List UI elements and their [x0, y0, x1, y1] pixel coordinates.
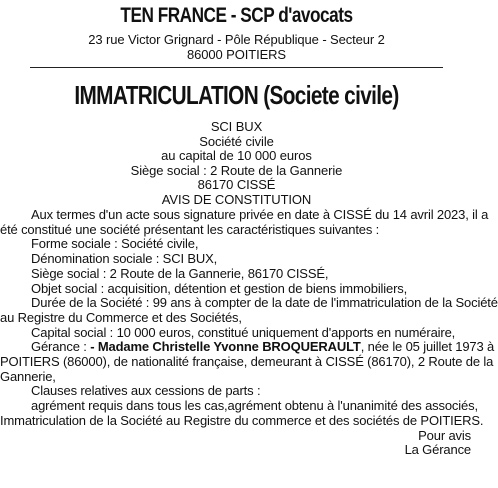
company-form: Société civile	[199, 133, 274, 149]
agrement-line: agrément requis dans tous les cas,agrément obtenu à l'unanimité des associés,	[31, 398, 478, 414]
closing-signatory: La Gérance	[404, 442, 471, 458]
firm-address-line-1: 23 rue Victor Grignard - Pôle République - Secteur 2	[88, 32, 385, 47]
duree-line-2: au Registre du Commerce et des Sociétés,	[0, 309, 242, 325]
intro-line-2: été constitué une société présentant les caractéristiques suivantes :	[0, 221, 380, 237]
company-capital: au capital de 10 000 euros	[161, 148, 312, 164]
firm-name: TEN FRANCE - SCP d'avocats	[120, 4, 353, 27]
company-postcode: 86170 CISSÉ	[197, 177, 276, 193]
gerance-line-2: POITIERS (86000), de nationalité française, demeurant à CISSÉ (86170), 2 Route de la	[0, 354, 494, 370]
notice-body	[0, 207, 498, 458]
company-block	[0, 120, 473, 208]
intro-line-1: Aux termes d'un acte sous signature privée en date à CISSÉ du 14 avril 2023, il a	[31, 207, 489, 222]
duree-line-1: Durée de la Société : 99 ans à compter de la date de l'immatriculation de la Société	[31, 295, 498, 311]
gerance-line-3: Gannerie,	[0, 368, 56, 384]
closing-pour-avis: Pour avis	[418, 427, 471, 443]
gerance-birth: , née le 05 juillet 1973 à	[360, 339, 495, 355]
gerance-prefix: Gérance :	[31, 339, 91, 355]
firm-address-line-2: 86000 POITIERS	[186, 47, 287, 62]
siege-social: Siège social : 2 Route de la Gannerie, 86170 CISSÉ,	[31, 265, 329, 281]
company-seat: Siège social : 2 Route de la Gannerie	[130, 162, 343, 178]
notice-title: IMMATRICULATION (Societe civile)	[74, 80, 399, 110]
notice-type: AVIS DE CONSTITUTION	[161, 191, 312, 207]
denomination-sociale: Dénomination sociale : SCI BUX,	[31, 251, 218, 267]
forme-sociale: Forme sociale : Société civile,	[31, 236, 199, 252]
capital-social: Capital social : 10 000 euros, constitué uniquement d'apports en numéraire,	[31, 324, 456, 340]
clauses-heading: Clauses relatives aux cessions de parts :	[31, 383, 261, 399]
immatriculation-line: Immatriculation de la Société au Registre du commerce et des sociétés de POITIERS.	[0, 412, 484, 428]
objet-social: Objet social : acquisition, détention et gestion de biens immobiliers,	[31, 280, 408, 296]
company-name: SCI BUX	[210, 119, 263, 134]
header-divider	[30, 67, 443, 68]
gerance-name: - Madame Christelle Yvonne BROQUERAULT	[90, 339, 361, 355]
gerance-line-1	[0, 339, 495, 355]
